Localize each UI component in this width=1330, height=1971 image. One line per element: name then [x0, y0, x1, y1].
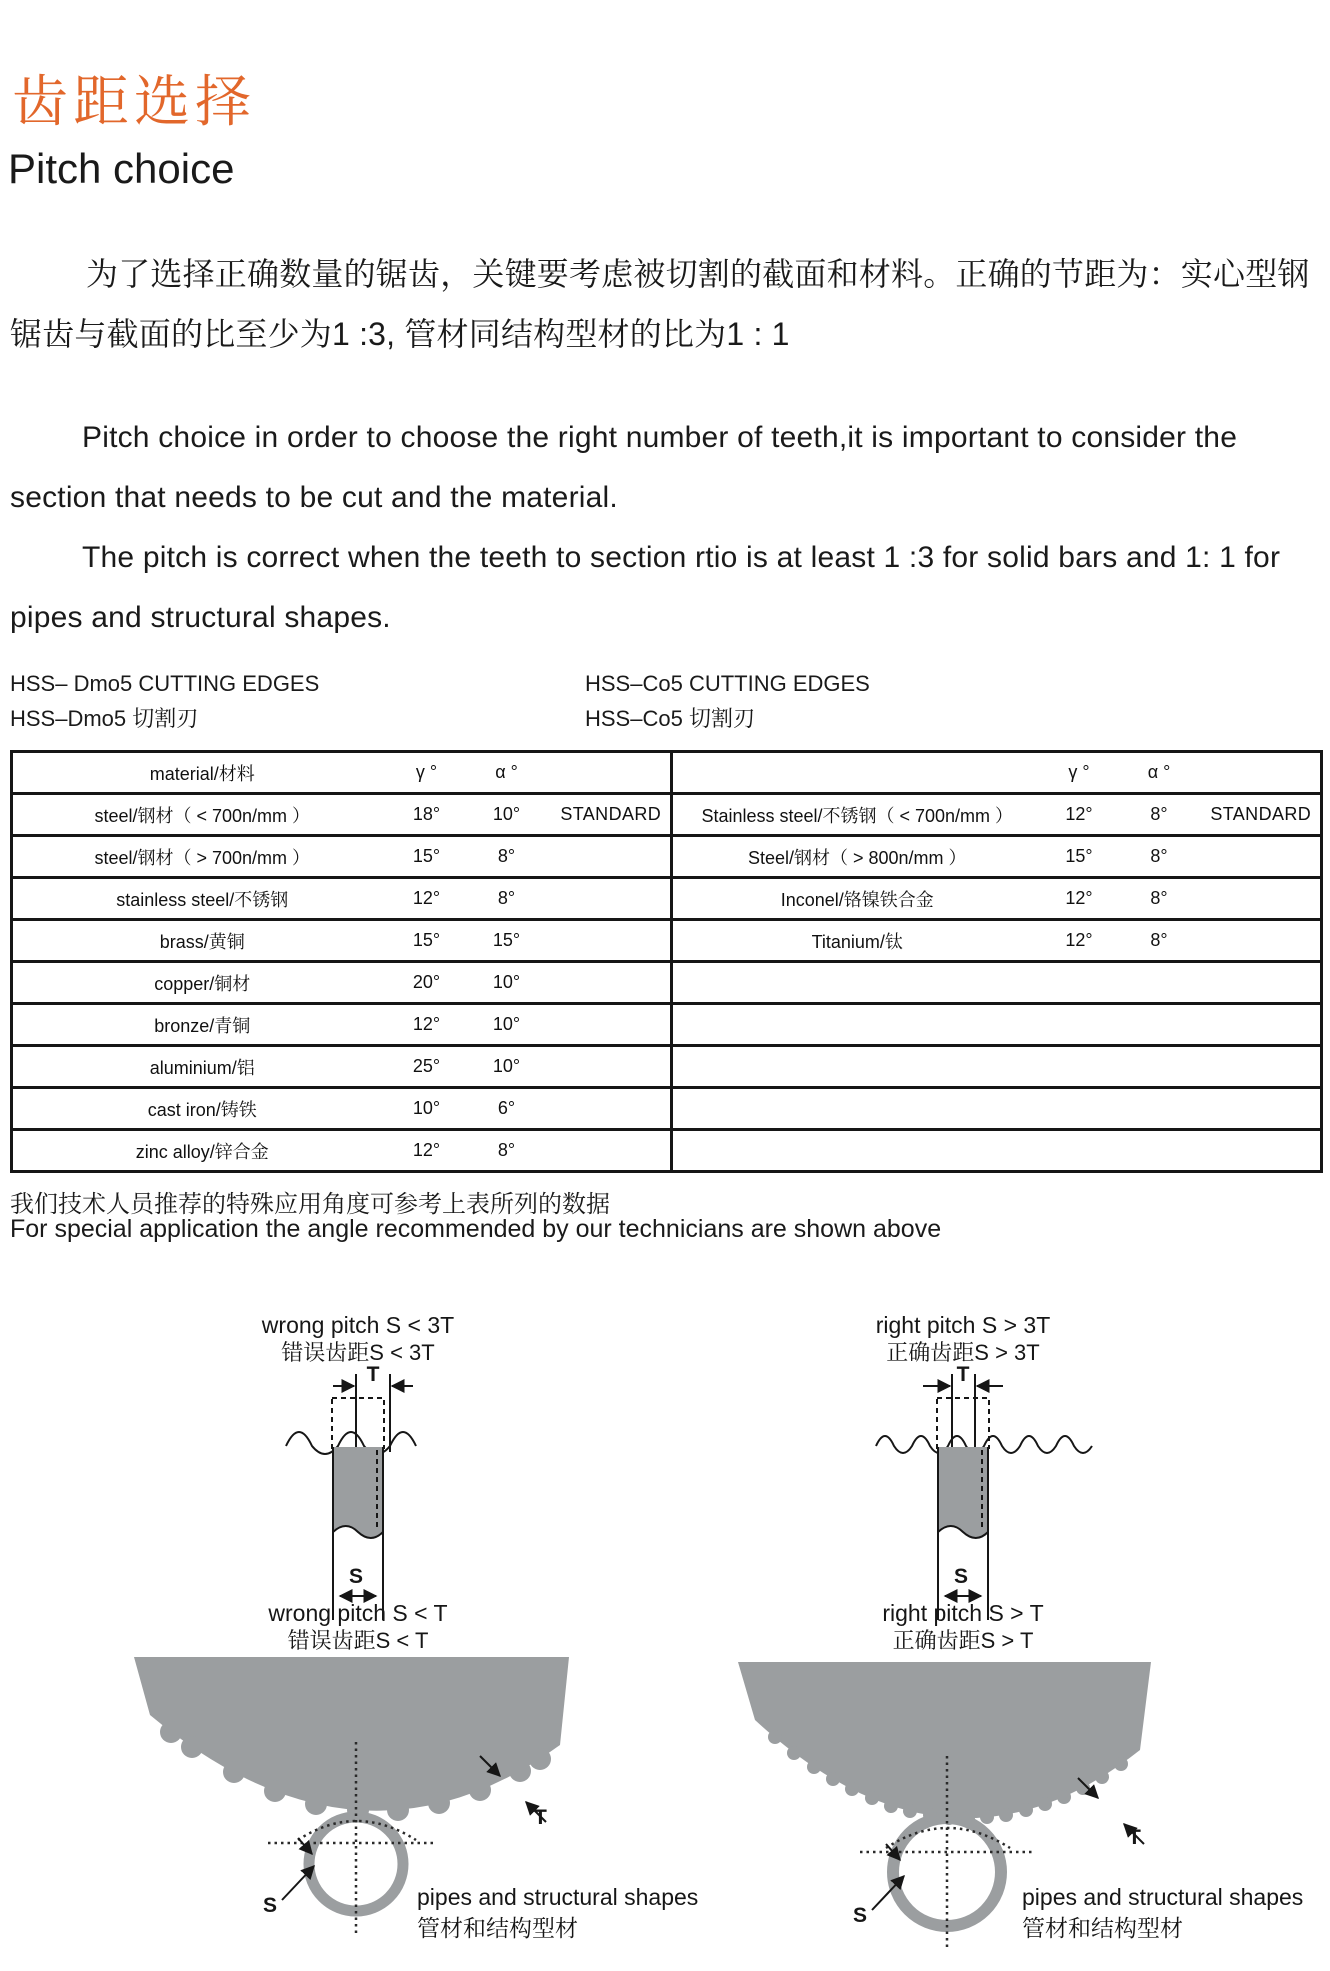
intro-paragraph-english-1: Pitch choice in order to choose the right number of teeth,it is important to consider the section that needs to be cut and the material.	[10, 421, 1238, 514]
cell-gamma: 12°	[1042, 878, 1117, 920]
s-dimension-label: S	[262, 1894, 278, 1917]
pipe-caption-en: pipes and structural shapes	[1022, 1884, 1304, 1910]
s-dimension-label: S	[348, 1565, 364, 1588]
cell-note	[1202, 962, 1322, 1004]
technician-note-english: For special application the angle recommended by our technicians are shown above	[10, 1215, 942, 1243]
cell-gamma: 25°	[392, 1046, 462, 1088]
pipe-ring	[309, 1817, 403, 1911]
table-row	[12, 836, 1322, 878]
diagram-caption-cn: 正确齿距S > T	[892, 1628, 1034, 1653]
cell-note	[552, 920, 672, 962]
diagram-caption-en: right pitch S > T	[882, 1600, 1044, 1626]
cell-material: bronze/青铜	[12, 1004, 392, 1046]
cell-note	[1202, 1130, 1322, 1172]
cell-gamma: 12°	[392, 1130, 462, 1172]
cell-alpha: 10°	[462, 1046, 552, 1088]
cell-gamma: 12°	[1042, 920, 1117, 962]
cell-gamma: 10°	[392, 1088, 462, 1130]
cell-gamma: 15°	[1042, 836, 1117, 878]
cell-gamma	[1042, 1130, 1117, 1172]
saw-blade	[134, 1657, 569, 1811]
header-note-right	[1202, 752, 1322, 794]
cell-material: stainless steel/不锈钢	[12, 878, 392, 920]
pipe-caption-en: pipes and structural shapes	[417, 1884, 699, 1910]
cell-alpha	[1117, 962, 1202, 1004]
cell-material	[672, 1088, 1042, 1130]
cell-gamma	[1042, 1046, 1117, 1088]
diagram-caption-cn: 错误齿距S < T	[287, 1628, 429, 1653]
cell-material: Stainless steel/不锈钢（ < 700n/mm ）	[672, 794, 1042, 836]
cell-gamma: 12°	[392, 1004, 462, 1046]
cell-alpha: 10°	[462, 794, 552, 836]
cell-note: STANDARD	[1202, 794, 1322, 836]
header-gamma-left: γ °	[415, 762, 438, 782]
cell-material: steel/钢材（ > 700n/mm ）	[12, 836, 392, 878]
cell-note	[552, 962, 672, 1004]
cell-note	[1202, 1088, 1322, 1130]
cell-alpha: 6°	[462, 1088, 552, 1130]
cell-note: STANDARD	[552, 794, 672, 836]
cell-material: Steel/钢材（ > 800n/mm ）	[672, 836, 1042, 878]
page-title-english: Pitch choice	[8, 145, 235, 192]
table-row	[12, 962, 1322, 1004]
hss-co5-heading-en: HSS–Co5 CUTTING EDGES	[585, 671, 870, 696]
cell-note	[1202, 878, 1322, 920]
hss-co5-heading-cn: HSS–Co5 切割刃	[585, 706, 755, 731]
diagram-title-cn: 错误齿距S < 3T	[281, 1340, 435, 1365]
header-note-left	[552, 752, 672, 794]
cell-note	[1202, 1046, 1322, 1088]
pitch-diagram-right	[876, 1312, 1092, 1653]
cell-material	[672, 1046, 1042, 1088]
cell-alpha: 8°	[1117, 920, 1202, 962]
diagram-title-cn: 正确齿距S > 3T	[886, 1340, 1040, 1365]
header-material: material/材料	[149, 763, 255, 784]
cell-gamma	[1042, 1004, 1117, 1046]
table-row	[12, 1004, 1322, 1046]
cell-alpha: 10°	[462, 962, 552, 1004]
pitch-diagram-wrong	[261, 1312, 454, 1653]
t-dimension-label: T	[366, 1363, 380, 1386]
cell-material: cast iron/铸铁	[12, 1088, 392, 1130]
cell-material	[672, 962, 1042, 1004]
cell-gamma: 12°	[392, 878, 462, 920]
table-heading-right	[585, 666, 870, 736]
cell-note	[552, 1004, 672, 1046]
hss-dmo5-heading-cn: HSS–Dmo5 切割刃	[10, 706, 199, 731]
table-row	[12, 1088, 1322, 1130]
diagram-caption-en: wrong pitch S < T	[268, 1600, 448, 1626]
diagram-title-en: right pitch S > 3T	[875, 1312, 1051, 1338]
cutting-edges-table	[10, 750, 1323, 1173]
blade-diagram-right	[738, 1662, 1303, 1948]
cell-alpha: 8°	[1117, 836, 1202, 878]
cell-material: steel/钢材（ < 700n/mm ）	[12, 794, 392, 836]
table-row	[12, 920, 1322, 962]
cell-material: Inconel/铬镍铁合金	[672, 878, 1042, 920]
cell-material: brass/黄铜	[12, 920, 392, 962]
s-dimension-label: S	[852, 1904, 868, 1927]
page-title-chinese: 齿距选择	[12, 70, 256, 133]
cell-note	[552, 836, 672, 878]
cell-note	[1202, 1004, 1322, 1046]
pipe-caption-cn: 管材和结构型材	[417, 1915, 578, 1941]
header-alpha-right: α °	[1147, 762, 1171, 782]
cell-alpha	[1117, 1088, 1202, 1130]
workpiece-bar	[334, 1447, 383, 1539]
cell-gamma	[1042, 1088, 1117, 1130]
cell-alpha: 8°	[1117, 794, 1202, 836]
technician-note-chinese: 我们技术人员推荐的特殊应用角度可参考上表所列的数据	[10, 1191, 610, 1218]
hss-dmo5-heading-en: HSS– Dmo5 CUTTING EDGES	[10, 671, 320, 696]
cell-note	[552, 1088, 672, 1130]
cell-material: aluminium/铝	[12, 1046, 392, 1088]
table-row	[12, 1046, 1322, 1088]
pitch-diagrams-figure	[0, 1300, 1330, 1971]
cell-note	[1202, 920, 1322, 962]
cell-gamma: 20°	[392, 962, 462, 1004]
cell-material: copper/铜材	[12, 962, 392, 1004]
s-dimension-label: S	[953, 1565, 969, 1588]
table-row	[12, 794, 1322, 836]
cell-material	[672, 1130, 1042, 1172]
cell-alpha: 10°	[462, 1004, 552, 1046]
cell-alpha	[1117, 1130, 1202, 1172]
cell-alpha	[1117, 1046, 1202, 1088]
saw-blade	[738, 1662, 1151, 1818]
cell-material	[672, 1004, 1042, 1046]
table-row	[12, 1130, 1322, 1172]
cell-material: Titanium/钛	[672, 920, 1042, 962]
intro-paragraph-chinese: 为了选择正确数量的锯齿，关键要考虑被切割的截面和材料。正确的节距为：实心型钢锯齿与截面的比至少为1 :3, 管材同结构型材的比为1 : 1	[10, 256, 1310, 352]
cell-alpha: 15°	[462, 920, 552, 962]
cell-alpha: 8°	[462, 1130, 552, 1172]
cell-note	[552, 878, 672, 920]
cell-gamma: 15°	[392, 920, 462, 962]
cell-note	[552, 1130, 672, 1172]
table-heading-left	[10, 666, 319, 736]
cell-gamma: 18°	[392, 794, 462, 836]
cell-note	[1202, 836, 1322, 878]
intro-paragraph-english-2: The pitch is correct when the teeth to section rtio is at least 1 :3 for solid bars and 1: 1 for pipes and structural shapes.	[10, 541, 1281, 634]
t-dimension-label: T	[956, 1363, 970, 1386]
cell-alpha: 8°	[462, 878, 552, 920]
header-material-right	[672, 752, 1042, 794]
t-dimension-label: T	[534, 1806, 547, 1829]
t-dimension-label: T	[1128, 1826, 1141, 1849]
cell-material: zinc alloy/锌合金	[12, 1130, 392, 1172]
cell-gamma: 12°	[1042, 794, 1117, 836]
pipe-caption-cn: 管材和结构型材	[1022, 1915, 1183, 1941]
blade-diagram-wrong	[134, 1657, 698, 1941]
diagram-title-en: wrong pitch S < 3T	[261, 1312, 455, 1338]
header-alpha-left: α °	[495, 762, 518, 782]
cell-gamma: 15°	[392, 836, 462, 878]
workpiece-bar	[939, 1447, 987, 1539]
cell-alpha: 8°	[462, 836, 552, 878]
header-gamma-right: γ °	[1068, 762, 1090, 782]
cell-alpha	[1117, 1004, 1202, 1046]
cell-alpha: 8°	[1117, 878, 1202, 920]
table-row	[12, 878, 1322, 920]
cell-note	[552, 1046, 672, 1088]
cell-gamma	[1042, 962, 1117, 1004]
table-header-row	[12, 752, 1322, 794]
